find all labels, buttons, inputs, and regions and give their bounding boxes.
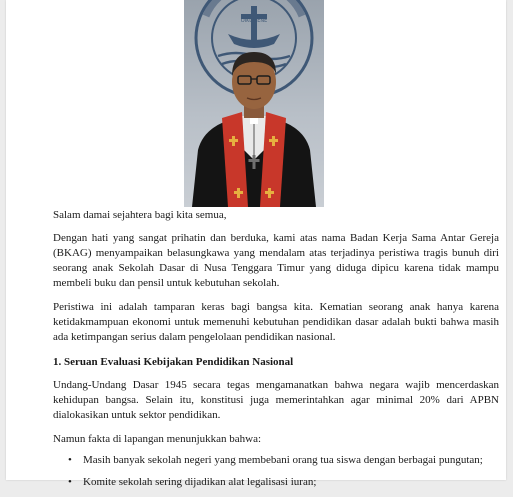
facts-list — [53, 453, 499, 490]
list-item — [53, 453, 499, 468]
list-item — [53, 475, 499, 490]
section-heading: 1. Seruan Evaluasi Kebijakan Pendidikan Nasional — [53, 356, 294, 368]
letter-body — [53, 208, 499, 497]
paragraph-constitution: Undang-Undang Dasar 1945 secara tegas mengamanatkan bahwa negara wajib mencerdaskan kehidupan bangsa. Selain itu, konstitusi juga memerintahkan agar minimal 20% dari APBN dialokasikan untuk sektor pendidikan. — [53, 379, 499, 421]
list-item-text: Komite sekolah sering dijadikan alat legalisasi iuran; — [83, 476, 317, 488]
list-item-text: Masih banyak sekolah negeri yang membebani orang tua siswa dengan berbagai pungutan; — [83, 454, 483, 466]
document-page — [6, 0, 506, 488]
bullet-icon: • — [68, 476, 72, 488]
portrait-photo — [184, 0, 324, 207]
paragraph-facts-intro: Namun fakta di lapangan menunjukkan bahwa: — [53, 433, 262, 445]
paragraph-condolence: Dengan hati yang sangat prihatin dan berduka, kami atas nama Badan Kerja Sama Antar Gereja (BKAG) menyampaikan belasungkawa yang mendalam atas terjadinya peristiwa tragis bunuh diri seorang anak Sekolah Dasar di Nusa Tenggara Timur yang diduga dipicu karena tidak mampu membeli buku dan pensil untuk kebutuhan sekolah. — [53, 232, 499, 289]
logo-subtext: OIKUMENE — [240, 18, 268, 24]
bullet-icon: • — [68, 454, 72, 466]
greeting: Salam damai sejahtera bagi kita semua, — [53, 209, 227, 221]
paragraph-tragedy: Peristiwa ini adalah tamparan keras bagi bangsa kita. Kematian seorang anak hanya karena ketidakmampuan ekonomi untuk memenuhi kebutuhan pendidikan dasar adalah bukti bahwa masih ada ketimpangan serius dalam pengelolaan pendidikan nasional. — [53, 301, 499, 343]
